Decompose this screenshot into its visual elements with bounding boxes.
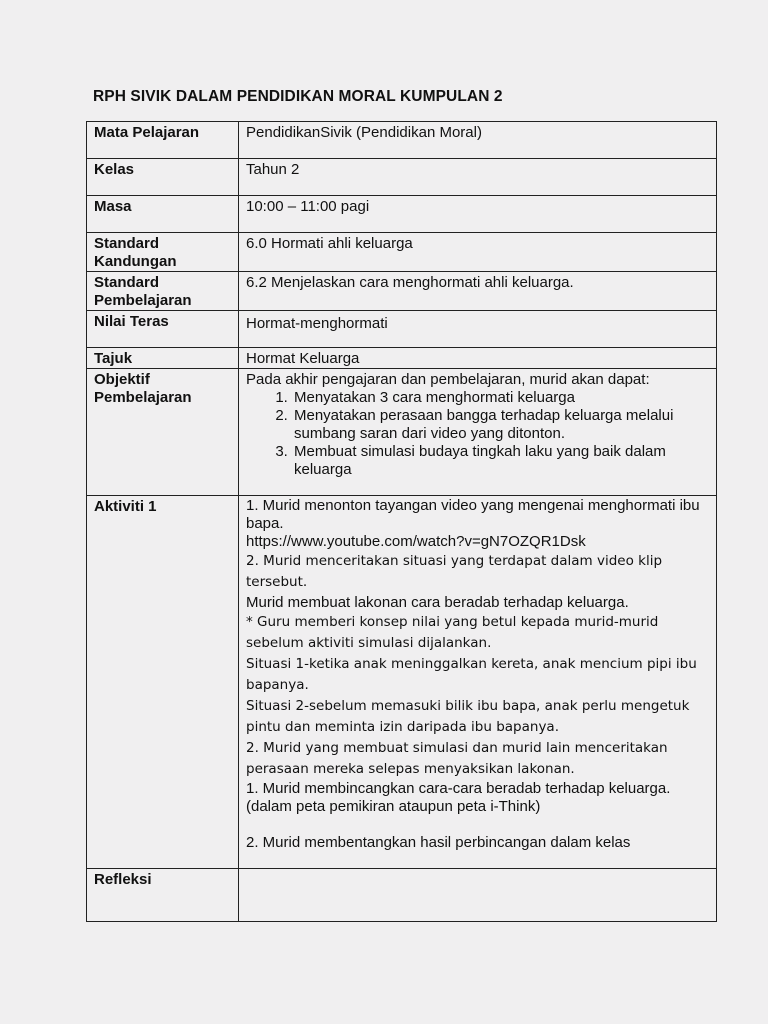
aktiviti-line: * Guru memberi konsep nilai yang betul kepada murid-murid sebelum aktiviti simulasi dijalankan.: [246, 614, 659, 651]
aktiviti-line: Situasi 1-ketika anak meninggalkan kereta, anak mencium pipi ibu bapanya.: [246, 656, 697, 693]
aktiviti-line: 2. Murid menceritakan situasi yang terdapat dalam video klip tersebut.: [246, 553, 663, 590]
table-row: [87, 122, 717, 159]
value-masa: 10:00 – 11:00 pagi: [239, 196, 717, 233]
table-row: [87, 311, 717, 348]
label-mata-pelajaran: Mata Pelajaran: [87, 122, 239, 159]
value-kelas: Tahun 2: [239, 159, 717, 196]
list-item: 2. Menyatakan perasaan bangga terhadap keluarga melalui sumbang saran dari video yang ditonton.: [292, 407, 709, 443]
label-line: Kandungan: [94, 253, 177, 270]
aktiviti-line: 2. Murid membentangkan hasil perbincangan dalam kelas: [246, 834, 631, 851]
objektif-intro: Pada akhir pengajaran dan pembelajaran, murid akan dapat:: [246, 371, 650, 388]
label-refleksi: Refleksi: [87, 869, 239, 922]
table-row: [87, 196, 717, 233]
table-row: [87, 869, 717, 922]
label-nilai-teras: Nilai Teras: [87, 311, 239, 348]
label-standard-kandungan: [87, 233, 239, 272]
label-line: Pembelajaran: [94, 389, 192, 406]
lesson-plan-table: [86, 121, 717, 922]
table-row: [87, 348, 717, 369]
label-line: Standard: [94, 274, 160, 291]
label-objektif: [87, 369, 239, 496]
table-row: [87, 272, 717, 311]
value-standard-pembelajaran: 6.2 Menjelaskan cara menghormati ahli keluarga.: [239, 272, 717, 311]
value-tajuk: Hormat Keluarga: [239, 348, 717, 369]
value-objektif: [239, 369, 717, 496]
label-line: Objektif: [94, 371, 150, 388]
value-mata-pelajaran: PendidikanSivik (Pendidikan Moral): [239, 122, 717, 159]
label-line: Pembelajaran: [94, 292, 192, 309]
table-row: [87, 159, 717, 196]
aktiviti-line: (dalam peta pemikiran ataupun peta i-Think): [246, 798, 541, 815]
list-item: 3. Membuat simulasi budaya tingkah laku yang baik dalam keluarga: [292, 443, 709, 479]
document-title: RPH SIVIK DALAM PENDIDIKAN MORAL KUMPULAN 2: [93, 88, 503, 105]
label-line: Standard: [94, 235, 160, 252]
aktiviti-line: 1. Murid menonton tayangan video yang mengenai menghormati ibu bapa.: [246, 497, 700, 532]
aktiviti-line: Murid membuat lakonan cara beradab terhadap keluarga.: [246, 594, 629, 611]
label-standard-pembelajaran: [87, 272, 239, 311]
list-item: 1. Menyatakan 3 cara menghormati keluarga: [292, 389, 709, 407]
aktiviti-line: 1. Murid membincangkan cara-cara beradab terhadap keluarga.: [246, 780, 671, 797]
aktiviti-line: Situasi 2-sebelum memasuki bilik ibu bapa, anak perlu mengetuk pintu dan meminta izin daripada ibu bapanya.: [246, 698, 690, 735]
label-tajuk: Tajuk: [87, 348, 239, 369]
aktiviti-line: 2. Murid yang membuat simulasi dan murid lain menceritakan perasaan mereka selepas menyaksikan lakonan.: [246, 740, 668, 777]
table-row: [87, 496, 717, 869]
value-nilai-teras: Hormat-menghormati: [239, 311, 717, 348]
value-refleksi: [239, 869, 717, 922]
value-aktiviti: [239, 496, 717, 869]
label-kelas: Kelas: [87, 159, 239, 196]
aktiviti-link: https://www.youtube.com/watch?v=gN7OZQR1Dsk: [246, 533, 586, 550]
label-aktiviti: Aktiviti 1: [87, 496, 239, 869]
objektif-list: [246, 389, 709, 479]
label-masa: Masa: [87, 196, 239, 233]
table-row: [87, 369, 717, 496]
value-standard-kandungan: 6.0 Hormati ahli keluarga: [239, 233, 717, 272]
table-row: [87, 233, 717, 272]
